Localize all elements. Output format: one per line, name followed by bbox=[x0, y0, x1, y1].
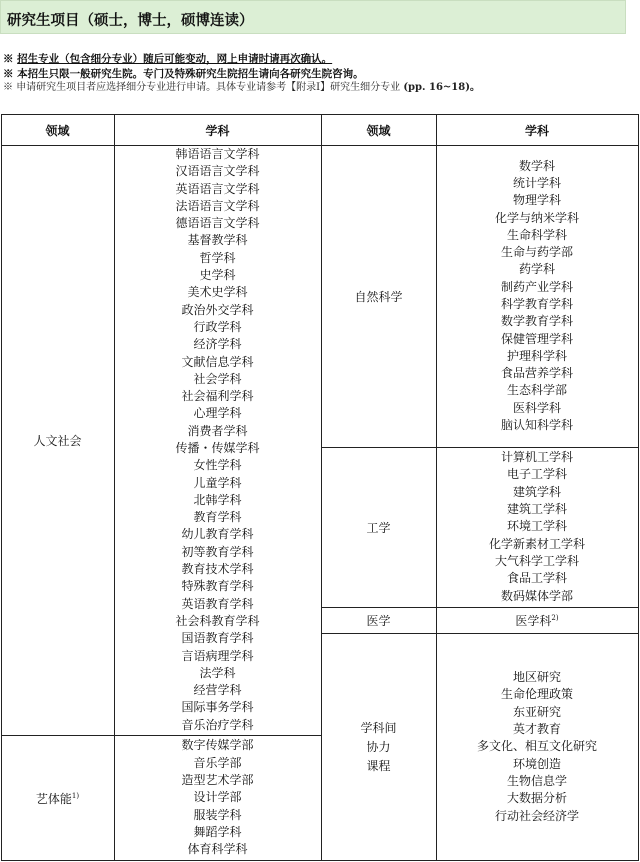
subject-item: 初等教育学科 bbox=[181, 544, 254, 559]
medicine-subject-sup: 2) bbox=[551, 613, 559, 622]
subject-item: 服装学科 bbox=[193, 807, 242, 822]
subject-item: 东亚研究 bbox=[512, 704, 561, 719]
subject-item: 生物信息学 bbox=[506, 773, 567, 788]
subject-item: 物理学科 bbox=[512, 193, 561, 208]
section-title-bar bbox=[0, 0, 626, 34]
subject-item: 北韩学科 bbox=[193, 492, 242, 507]
field-interdisciplinary bbox=[321, 633, 436, 861]
subject-item: 地区研究 bbox=[512, 670, 561, 685]
field-arts-text: 艺体能 bbox=[35, 791, 72, 806]
subject-item: 化学与纳米学科 bbox=[494, 210, 579, 225]
subject-item: 保健管理学科 bbox=[500, 331, 573, 346]
note-1 bbox=[3, 52, 633, 67]
subject-item: 音乐治疗学科 bbox=[181, 717, 254, 732]
subject-item: 法学科 bbox=[199, 665, 236, 680]
subject-item: 英才教育 bbox=[512, 722, 561, 737]
field-humanities: 人文社会 bbox=[33, 433, 82, 448]
subject-item: 韩语语言文学科 bbox=[175, 146, 260, 161]
interdisciplinary-subject-list bbox=[436, 633, 638, 861]
subject-item: 儿童学科 bbox=[193, 475, 242, 490]
field-engineering: 工学 bbox=[366, 520, 391, 535]
subject-item: 多文化、相互文化研究 bbox=[476, 739, 597, 754]
subject-item: 国际事务学科 bbox=[181, 700, 254, 715]
subject-item: 数字传媒学部 bbox=[181, 738, 254, 753]
subject-item: 社会福利学科 bbox=[181, 389, 254, 404]
field-interdisciplinary-line: 协力 bbox=[366, 739, 391, 754]
subject-item: 生命与药学部 bbox=[500, 245, 573, 260]
field-interdisciplinary-line: 课程 bbox=[366, 758, 391, 773]
subject-item: 经营学科 bbox=[193, 683, 242, 698]
subject-item: 基督教学科 bbox=[187, 233, 248, 248]
note-3-text: 申请研究生项目者应选择细分专业进行申请。具体专业请参考【附录Ⅰ】研究生细分专业 bbox=[16, 82, 401, 93]
subject-item: 汉语语言文学科 bbox=[175, 164, 260, 179]
subject-item: 德语语言文学科 bbox=[175, 216, 260, 231]
notes bbox=[3, 52, 633, 96]
subject-item: 行动社会经济学 bbox=[494, 808, 579, 823]
header-field-1: 领域 bbox=[45, 123, 70, 138]
section-title: 研究生项目（硕士，博士，硕博连读） bbox=[7, 12, 254, 29]
subject-item: 史学科 bbox=[199, 268, 236, 283]
subject-item: 数码媒体学部 bbox=[500, 588, 573, 603]
note-1-text: 招生专业（包含细分专业）随后可能变动，网上申请时请再次确认。 bbox=[17, 53, 333, 65]
subject-item: 统计学科 bbox=[512, 175, 561, 190]
subject-item: 化学新素材工学科 bbox=[488, 536, 585, 551]
subject-item: 美术史学科 bbox=[187, 285, 248, 300]
subject-item: 特殊教育学科 bbox=[181, 579, 254, 594]
field-arts-sup: 1) bbox=[71, 791, 80, 800]
subject-item: 建筑学科 bbox=[512, 484, 561, 499]
subject-item: 食品营养学科 bbox=[500, 366, 573, 381]
humanities-subject-list bbox=[114, 145, 321, 735]
field-medicine: 医学 bbox=[366, 613, 391, 628]
note-2-mark: ※ bbox=[3, 67, 14, 80]
subject-item: 英语语言文学科 bbox=[175, 181, 260, 196]
subject-item: 女性学科 bbox=[193, 458, 242, 473]
medicine-subject-text: 医学科 bbox=[515, 613, 552, 628]
subject-item: 政治外交学科 bbox=[181, 302, 254, 317]
subject-item: 生命伦理政策 bbox=[500, 687, 573, 702]
subject-item: 国语教育学科 bbox=[181, 631, 254, 646]
subject-item: 传播・传媒学科 bbox=[175, 441, 260, 455]
subject-item: 数学教育学科 bbox=[500, 314, 573, 329]
header-field-2: 领域 bbox=[366, 123, 391, 138]
subject-item: 心理学科 bbox=[193, 406, 242, 421]
note-2-text: 本招生只限一般研究生院。专门及特殊研究生院招生请向各研究生院咨询。 bbox=[17, 67, 364, 80]
subject-item: 造型艺术学部 bbox=[181, 773, 254, 788]
header-subject-1: 学科 bbox=[205, 123, 230, 138]
subject-item: 制药产业学科 bbox=[500, 279, 573, 294]
subject-item: 设计学部 bbox=[193, 790, 242, 805]
subject-item: 电子工学科 bbox=[506, 467, 567, 482]
header-subject-2: 学科 bbox=[524, 123, 549, 138]
subject-item: 经济学科 bbox=[193, 337, 242, 352]
arts-subject-list bbox=[114, 735, 321, 861]
note-3-mark: ※ bbox=[3, 82, 13, 93]
subject-item: 计算机工学科 bbox=[500, 450, 573, 465]
subject-item: 文献信息学科 bbox=[181, 354, 254, 369]
subject-item: 科学教育学科 bbox=[500, 297, 573, 311]
subject-item: 医科学科 bbox=[512, 400, 561, 415]
field-natural-sciences: 自然科学 bbox=[354, 289, 403, 304]
engineering-subject-list bbox=[436, 447, 638, 607]
subject-item: 建筑工学科 bbox=[506, 502, 567, 517]
subject-item: 食品工学科 bbox=[506, 571, 567, 586]
subject-item: 护理科学科 bbox=[506, 348, 567, 363]
subject-item: 幼儿教育学科 bbox=[181, 527, 254, 542]
medicine-subject-label bbox=[515, 612, 558, 629]
subject-item: 脑认知科学科 bbox=[500, 418, 573, 433]
subject-item: 哲学科 bbox=[199, 250, 236, 265]
subject-item: 体育科学科 bbox=[187, 842, 248, 857]
note-3 bbox=[3, 81, 633, 96]
subject-item: 教育学科 bbox=[193, 510, 242, 525]
natural-subject-list bbox=[436, 145, 638, 447]
subject-item: 大数据分析 bbox=[506, 791, 567, 806]
field-arts bbox=[1, 735, 114, 861]
subject-item: 舞蹈学科 bbox=[193, 824, 242, 839]
subject-item: 行政学科 bbox=[193, 319, 242, 334]
subject-item: 环境创造 bbox=[512, 756, 561, 771]
subject-item: 英语教育学科 bbox=[181, 596, 254, 611]
subject-item: 药学科 bbox=[518, 262, 555, 277]
note-3-pages: (pp. 16~18)。 bbox=[403, 82, 480, 93]
subject-item: 大气科学工学科 bbox=[494, 553, 579, 568]
medicine-subject bbox=[436, 607, 638, 633]
subject-item: 生态科学部 bbox=[506, 383, 567, 398]
note-1-mark: ※ bbox=[3, 53, 14, 65]
subject-item: 言语病理学科 bbox=[181, 648, 254, 663]
subject-item: 数学科 bbox=[518, 158, 555, 173]
subject-item: 教育技术学科 bbox=[181, 562, 254, 577]
subject-item: 法语语言文学科 bbox=[175, 198, 260, 213]
subject-item: 社会学科 bbox=[193, 371, 242, 386]
subject-item: 音乐学部 bbox=[193, 755, 242, 770]
subject-item: 生命科学科 bbox=[506, 227, 567, 242]
field-interdisciplinary-line: 学科间 bbox=[360, 720, 397, 735]
field-arts-label bbox=[36, 790, 79, 807]
subject-item: 消费者学科 bbox=[187, 423, 248, 438]
subject-item: 环境工学科 bbox=[506, 519, 567, 534]
note-2 bbox=[3, 67, 633, 82]
subject-item: 社会科教育学科 bbox=[175, 613, 260, 628]
